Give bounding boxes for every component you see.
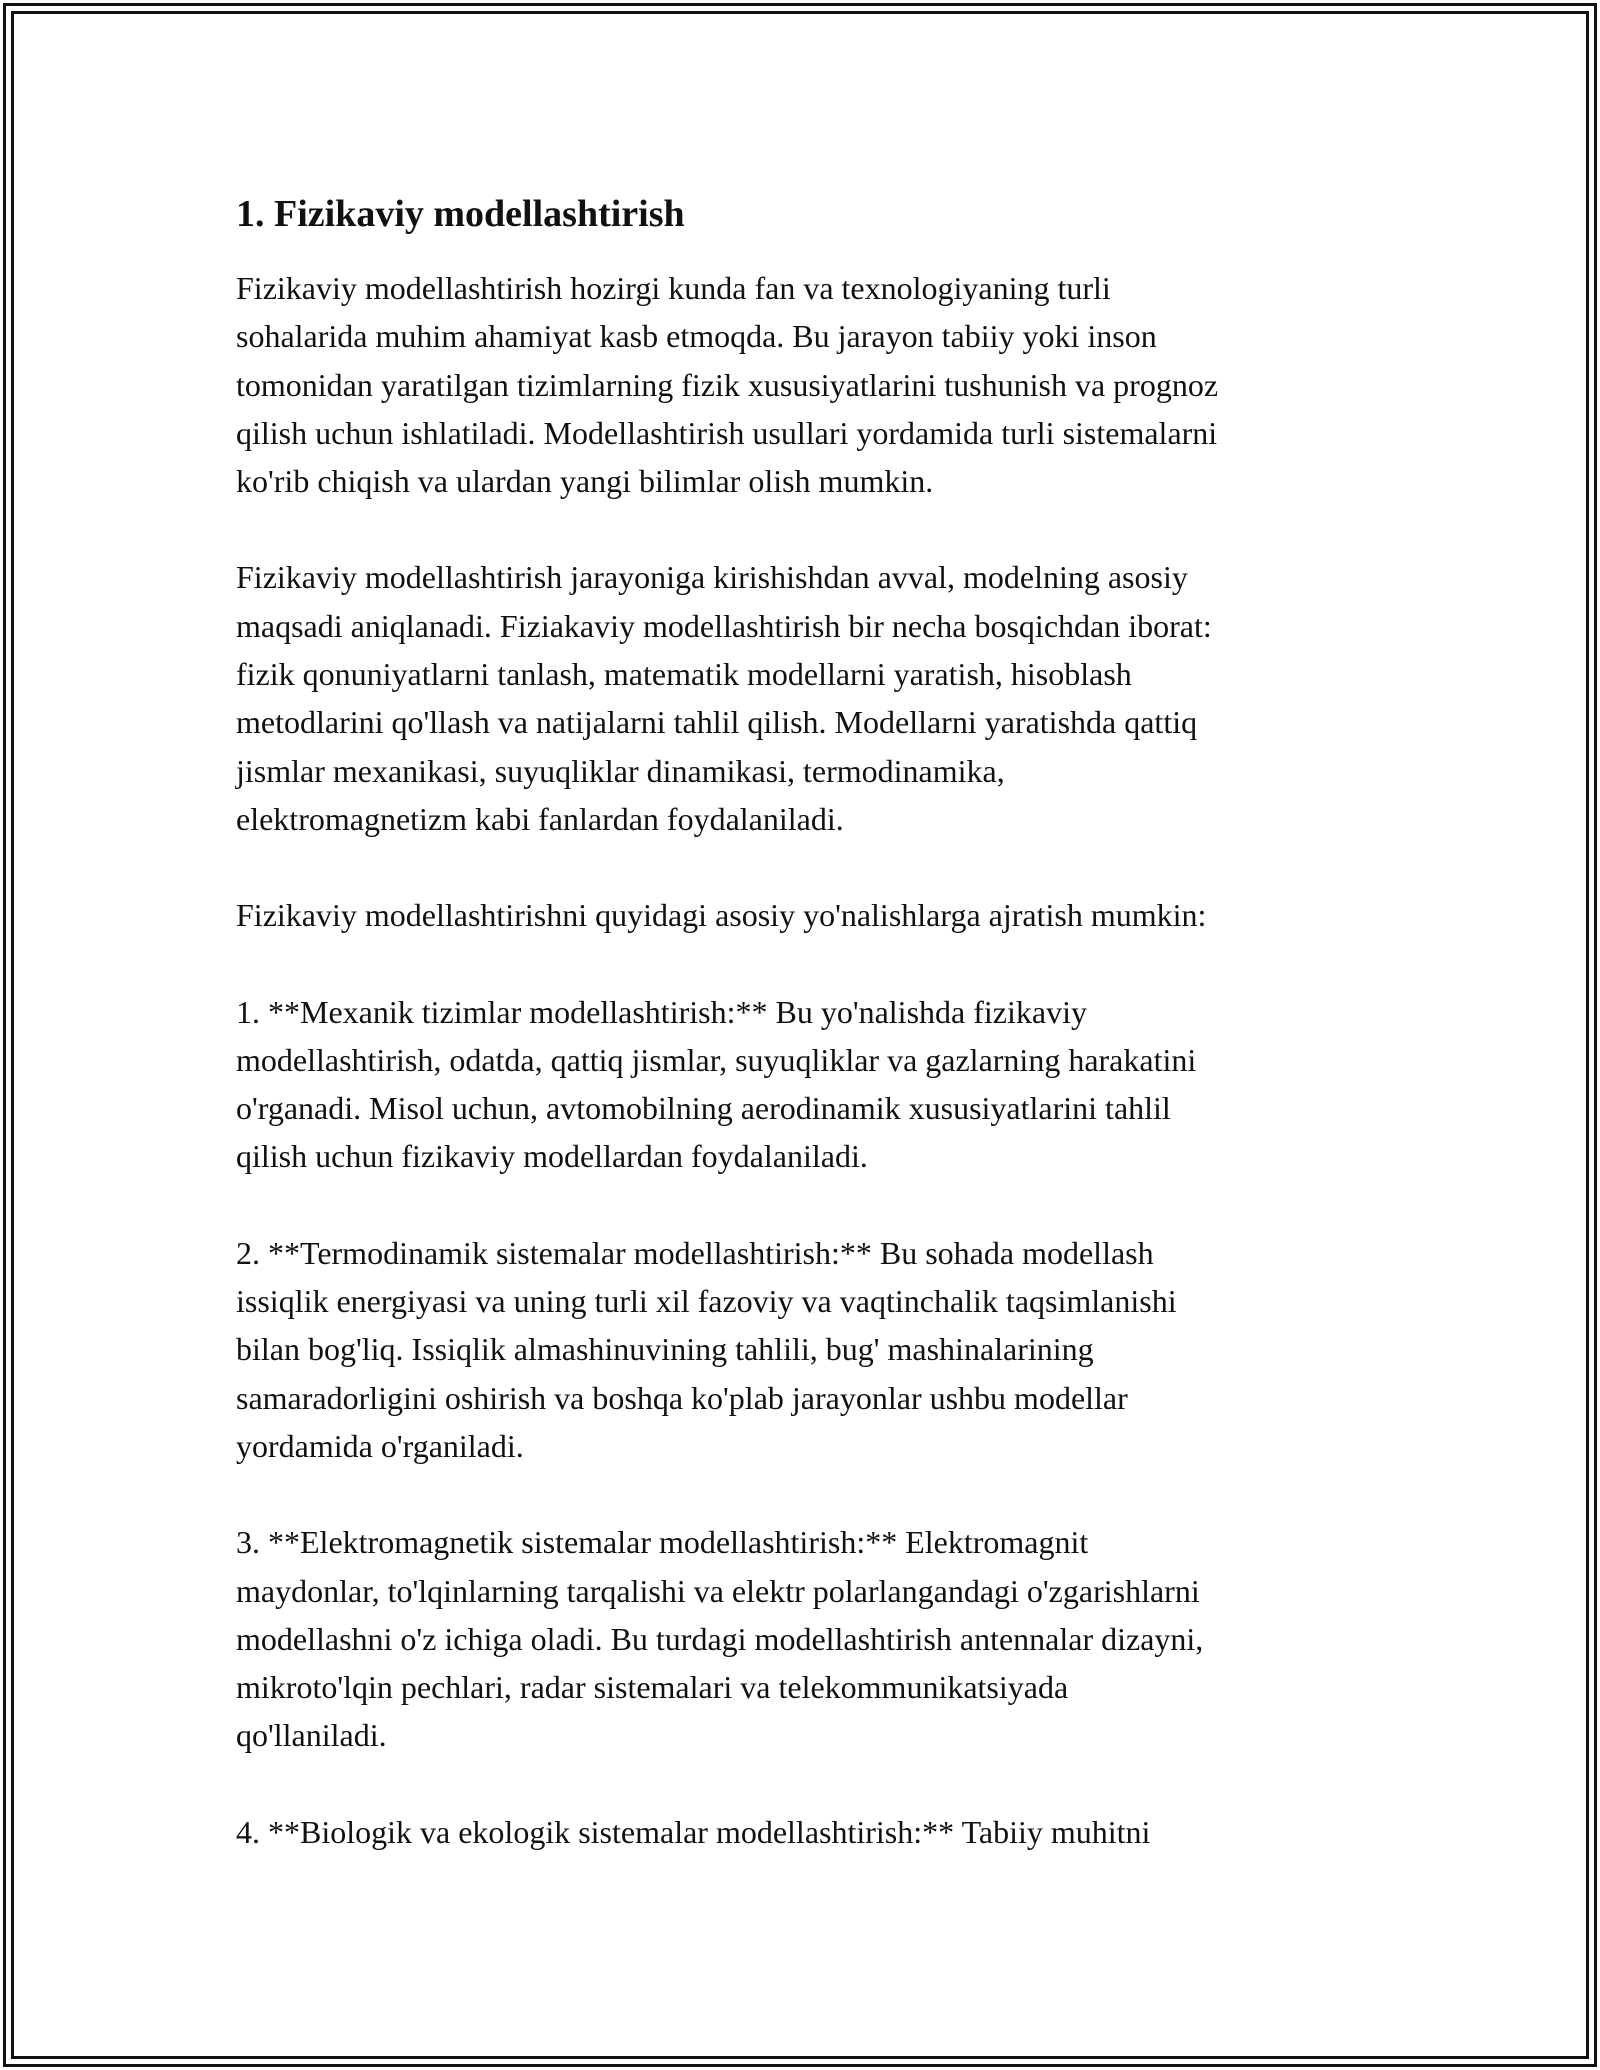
list-item-mechanical: 1. **Mexanik tizimlar modellashtirish:** Bu yo'nalishda fizikaviy modellashtirish, odatda, qattiq jismlar, suyuqliklar va gazlarning harakatini o'rganadi. Misol uchun, avtomobilning aerodinamik xususiyatlarini tahlil qilish uchun fizikaviy modellardan foydalaniladi. [236,993,1197,1175]
paragraph-intro: Fizikaviy modellashtirish hozirgi kunda fan va texnologiyaning turli sohalarida muhim ahamiyat kasb etmoqda. Bu jarayon tabiiy yoki inson tomonidan yaratilgan tizimlarning fizik xususiyatlarini tushunish va prognoz qilish uchun ishlatiladi. Modellashtirish usullari yordamida turli sistemalarni ko'rib chiqish va ulardan yangi bilimlar olish mumkin. [236,270,1219,500]
document-body [236,186,1376,1904]
list-item-thermodynamic: 2. **Termodinamik sistemalar modellashtirish:** Bu sohada modellash issiqlik energiyasi va uning turli xil fazoviy va vaqtinchalik taqsimlanishi bilan bog'liq. Issiqlik almashinuvining tahlili, bug' mashinalarining samaradorligini oshirish va boshqa ko'plab jarayonlar ushbu modellar yordamida o'rganiladi. [236,1234,1177,1464]
paragraph-process: Fizikaviy modellashtirish jarayoniga kirishishdan avval, modelning asosiy maqsadi aniqlanadi. Fiziakaviy modellashtirish bir necha bosqichdan iborat: fizik qonuniyatlarni tanlash, matematik modellarni yaratish, hisoblash metodlarini qo'llash va natijalarni tahlil qilish. Modellarni yaratishda qattiq jismlar mexanikasi, suyuqliklar dinamikasi, termodinamika, elektromagnetizm kabi fanlardan foydalaniladi. [236,559,1212,837]
section-title: 1. Fizikaviy modellashtirish [236,193,685,235]
paragraph-directions-intro: Fizikaviy modellashtirishni quyidagi asosiy yo'nalishlarga ajratish mumkin: [236,897,1207,934]
list-item-electromagnetic: 3. **Elektromagnetik sistemalar modellashtirish:** Elektromagnit maydonlar, to'lqinlarning tarqalishi va elektr polarlangandagi o'zgarishlarni modellashni o'z ichiga oladi. Bu turdagi modellashtirish antennalar dizayni, mikroto'lqin pechlari, radar sistemalari va telekommunikatsiyada qo'llaniladi. [236,1524,1204,1754]
list-item-biological: 4. **Biologik va ekologik sistemalar modellashtirish:** Tabiiy muhitni [236,1813,1151,1850]
